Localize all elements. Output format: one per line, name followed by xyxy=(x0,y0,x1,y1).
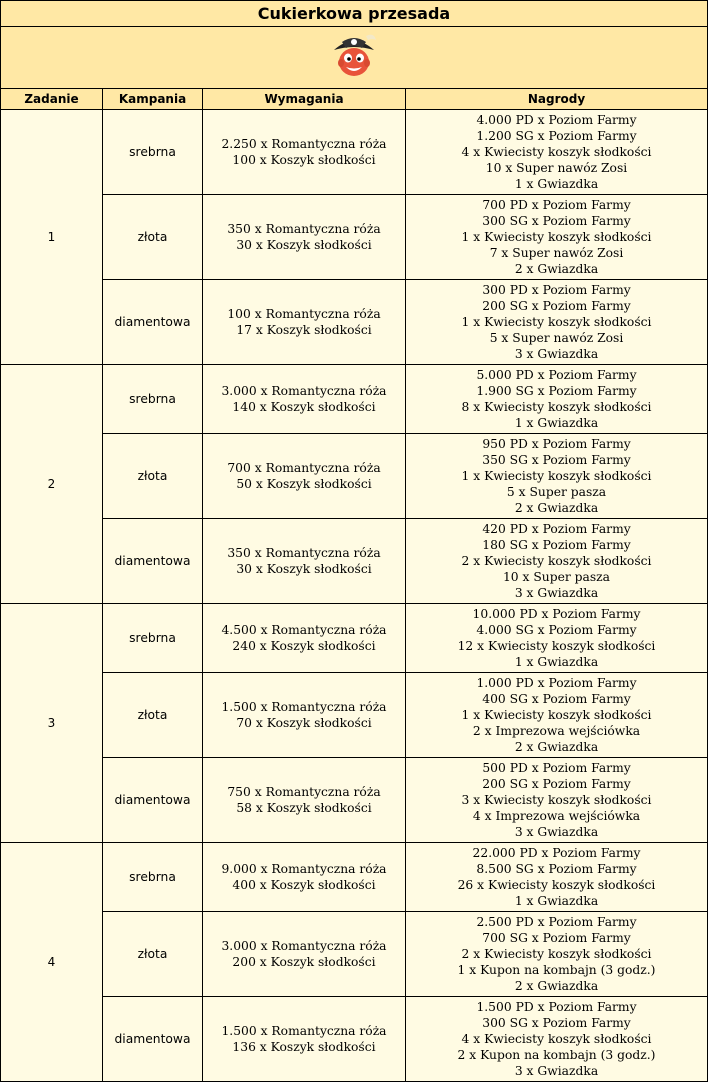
col-header-zadanie: Zadanie xyxy=(1,89,103,110)
reward-line: 2 x Kwiecisty koszyk słodkości xyxy=(461,554,652,568)
reward-line: 2 x Gwiazdka xyxy=(514,501,599,515)
nagrody-cell xyxy=(406,519,708,604)
reward-line: 10 x Super nawóz Zosi xyxy=(485,161,628,175)
kampania-cell: diamentowa xyxy=(103,997,203,1082)
kampania-cell: srebrna xyxy=(103,604,203,673)
reward-line: 2 x Kupon na kombajn (3 godz.) xyxy=(457,1048,656,1062)
requirement-line: 400 x Koszyk słodkości xyxy=(232,878,376,892)
kampania-cell: złota xyxy=(103,912,203,997)
wymagania-cell xyxy=(203,604,406,673)
table-row xyxy=(1,758,708,843)
nagrody-cell xyxy=(406,758,708,843)
reward-line: 2 x Kwiecisty koszyk słodkości xyxy=(461,947,652,961)
wymagania-cell xyxy=(203,434,406,519)
reward-line: 200 SG x Poziom Farmy xyxy=(482,777,631,791)
reward-line: 7 x Super nawóz Zosi xyxy=(489,246,624,260)
table-row xyxy=(1,365,708,434)
requirement-line: 17 x Koszyk słodkości xyxy=(236,323,372,337)
requirement-line: 140 x Koszyk słodkości xyxy=(232,400,376,414)
reward-line: 1 x Kwiecisty koszyk słodkości xyxy=(461,315,652,329)
col-header-wymagania: Wymagania xyxy=(203,89,406,110)
table-row xyxy=(1,843,708,912)
wymagania-cell xyxy=(203,365,406,434)
reward-line: 2 x Gwiazdka xyxy=(514,262,599,276)
pirate-candy-icon xyxy=(328,30,380,82)
reward-line: 500 PD x Poziom Farmy xyxy=(482,761,631,775)
reward-line: 1 x Kupon na kombajn (3 godz.) xyxy=(457,963,656,977)
reward-line: 5.000 PD x Poziom Farmy xyxy=(476,368,637,382)
requirement-line: 3.000 x Romantyczna róża xyxy=(221,384,387,398)
nagrody-cell xyxy=(406,110,708,195)
reward-line: 3 x Gwiazdka xyxy=(514,586,599,600)
reward-line: 950 PD x Poziom Farmy xyxy=(482,437,631,451)
reward-line: 4.000 SG x Poziom Farmy xyxy=(476,623,637,637)
reward-line: 3 x Gwiazdka xyxy=(514,825,599,839)
kampania-cell: złota xyxy=(103,673,203,758)
reward-line: 180 SG x Poziom Farmy xyxy=(482,538,631,552)
col-header-kampania: Kampania xyxy=(103,89,203,110)
reward-line: 4.000 PD x Poziom Farmy xyxy=(476,113,637,127)
reward-line: 1 x Kwiecisty koszyk słodkości xyxy=(461,230,652,244)
table-row xyxy=(1,673,708,758)
reward-line: 350 SG x Poziom Farmy xyxy=(482,453,631,467)
reward-line: 1.000 PD x Poziom Farmy xyxy=(476,676,637,690)
requirement-line: 700 x Romantyczna róża xyxy=(227,461,381,475)
requirement-line: 750 x Romantyczna róża xyxy=(227,785,381,799)
reward-line: 22.000 PD x Poziom Farmy xyxy=(472,846,641,860)
requirement-line: 1.500 x Romantyczna róża xyxy=(221,700,387,714)
reward-line: 4 x Kwiecisty koszyk słodkości xyxy=(461,145,652,159)
requirement-line: 70 x Koszyk słodkości xyxy=(236,716,372,730)
requirement-line: 350 x Romantyczna róża xyxy=(227,546,381,560)
reward-line: 4 x Kwiecisty koszyk słodkości xyxy=(461,1032,652,1046)
kampania-cell: diamentowa xyxy=(103,758,203,843)
kampania-cell: srebrna xyxy=(103,110,203,195)
wymagania-cell xyxy=(203,843,406,912)
reward-line: 2.500 PD x Poziom Farmy xyxy=(476,915,637,929)
table-row xyxy=(1,110,708,195)
banner xyxy=(1,27,708,89)
nagrody-cell xyxy=(406,673,708,758)
nagrody-cell xyxy=(406,843,708,912)
reward-line: 8.500 SG x Poziom Farmy xyxy=(476,862,637,876)
reward-line: 1 x Kwiecisty koszyk słodkości xyxy=(461,708,652,722)
requirement-line: 50 x Koszyk słodkości xyxy=(236,477,372,491)
reward-line: 1 x Gwiazdka xyxy=(514,894,599,908)
reward-line: 1 x Gwiazdka xyxy=(514,655,599,669)
wymagania-cell xyxy=(203,519,406,604)
requirement-line: 100 x Koszyk słodkości xyxy=(232,153,376,167)
kampania-cell: złota xyxy=(103,434,203,519)
requirement-line: 200 x Koszyk słodkości xyxy=(232,955,376,969)
wymagania-cell xyxy=(203,758,406,843)
reward-line: 300 SG x Poziom Farmy xyxy=(482,214,631,228)
reward-line: 26 x Kwiecisty koszyk słodkości xyxy=(457,878,656,892)
kampania-cell: srebrna xyxy=(103,843,203,912)
reward-line: 1 x Gwiazdka xyxy=(514,416,599,430)
reward-line: 3 x Gwiazdka xyxy=(514,1064,599,1078)
wymagania-cell xyxy=(203,997,406,1082)
reward-line: 700 SG x Poziom Farmy xyxy=(482,931,631,945)
reward-line: 2 x Imprezowa wejściówka xyxy=(472,724,641,738)
requirement-line: 30 x Koszyk słodkości xyxy=(236,238,372,252)
reward-line: 10.000 PD x Poziom Farmy xyxy=(472,607,641,621)
table-row xyxy=(1,280,708,365)
wymagania-cell xyxy=(203,280,406,365)
requirement-line: 2.250 x Romantyczna róża xyxy=(221,137,387,151)
reward-line: 1 x Gwiazdka xyxy=(514,177,599,191)
table-row xyxy=(1,604,708,673)
nagrody-cell xyxy=(406,604,708,673)
reward-line: 10 x Super pasza xyxy=(502,570,610,584)
reward-line: 1 x Kwiecisty koszyk słodkości xyxy=(461,469,652,483)
requirement-line: 350 x Romantyczna róża xyxy=(227,222,381,236)
requirement-line: 1.500 x Romantyczna róża xyxy=(221,1024,387,1038)
reward-line: 4 x Imprezowa wejściówka xyxy=(472,809,641,823)
requirement-line: 100 x Romantyczna róża xyxy=(227,307,381,321)
reward-line: 2 x Gwiazdka xyxy=(514,979,599,993)
kampania-cell: diamentowa xyxy=(103,280,203,365)
requirement-line: 240 x Koszyk słodkości xyxy=(232,639,376,653)
table-title: Cukierkowa przesada xyxy=(1,1,708,27)
requirement-line: 30 x Koszyk słodkości xyxy=(236,562,372,576)
nagrody-cell xyxy=(406,280,708,365)
nagrody-cell xyxy=(406,365,708,434)
reward-line: 3 x Gwiazdka xyxy=(514,347,599,361)
wymagania-cell xyxy=(203,912,406,997)
reward-line: 3 x Kwiecisty koszyk słodkości xyxy=(461,793,652,807)
nagrody-cell xyxy=(406,434,708,519)
zadanie-cell: 1 xyxy=(1,110,103,365)
zadanie-cell: 3 xyxy=(1,604,103,843)
table-row xyxy=(1,434,708,519)
col-header-nagrody: Nagrody xyxy=(406,89,708,110)
requirement-line: 136 x Koszyk słodkości xyxy=(232,1040,376,1054)
wymagania-cell xyxy=(203,673,406,758)
reward-line: 420 PD x Poziom Farmy xyxy=(482,522,631,536)
wymagania-cell xyxy=(203,110,406,195)
reward-line: 1.500 PD x Poziom Farmy xyxy=(476,1000,637,1014)
table-row xyxy=(1,997,708,1082)
kampania-cell: diamentowa xyxy=(103,519,203,604)
kampania-cell: srebrna xyxy=(103,365,203,434)
reward-line: 1.200 SG x Poziom Farmy xyxy=(476,129,637,143)
table-body xyxy=(1,110,708,1082)
reward-line: 300 SG x Poziom Farmy xyxy=(482,1016,631,1030)
requirement-line: 58 x Koszyk słodkości xyxy=(236,801,372,815)
reward-line: 2 x Gwiazdka xyxy=(514,740,599,754)
nagrody-cell xyxy=(406,912,708,997)
requirement-line: 4.500 x Romantyczna róża xyxy=(221,623,387,637)
table-row xyxy=(1,912,708,997)
reward-line: 8 x Kwiecisty koszyk słodkości xyxy=(461,400,652,414)
reward-line: 700 PD x Poziom Farmy xyxy=(482,198,631,212)
zadanie-cell: 2 xyxy=(1,365,103,604)
table-row xyxy=(1,195,708,280)
wymagania-cell xyxy=(203,195,406,280)
reward-line: 300 PD x Poziom Farmy xyxy=(482,283,631,297)
reward-line: 12 x Kwiecisty koszyk słodkości xyxy=(457,639,656,653)
nagrody-cell xyxy=(406,997,708,1082)
reward-line: 1.900 SG x Poziom Farmy xyxy=(476,384,637,398)
kampania-cell: złota xyxy=(103,195,203,280)
reward-line: 200 SG x Poziom Farmy xyxy=(482,299,631,313)
reward-line: 400 SG x Poziom Farmy xyxy=(482,692,631,706)
zadanie-cell: 4 xyxy=(1,843,103,1082)
nagrody-cell xyxy=(406,195,708,280)
table-row xyxy=(1,519,708,604)
reward-line: 5 x Super pasza xyxy=(506,485,607,499)
requirement-line: 3.000 x Romantyczna róża xyxy=(221,939,387,953)
requirement-line: 9.000 x Romantyczna róża xyxy=(221,862,387,876)
reward-line: 5 x Super nawóz Zosi xyxy=(489,331,624,345)
